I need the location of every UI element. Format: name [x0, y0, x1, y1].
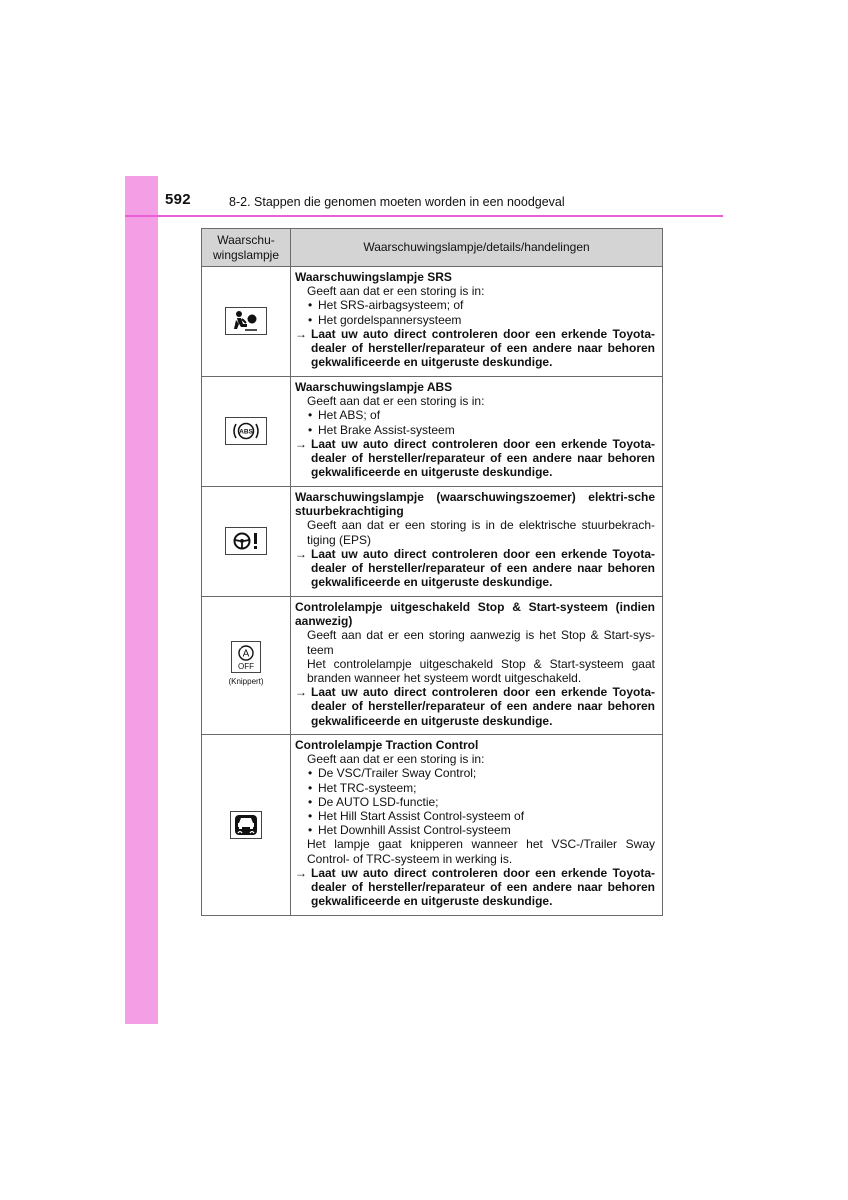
abs-warning-icon	[225, 417, 267, 445]
list-item: • Het Brake Assist-systeem	[295, 423, 655, 437]
row-action	[295, 866, 655, 909]
row-title: Controlelampje Traction Control	[295, 738, 479, 752]
arrow-icon: →	[295, 685, 307, 700]
table-row	[202, 487, 663, 597]
description-cell	[291, 267, 663, 377]
off-label: OFF	[238, 661, 254, 671]
row-intro: Geeft aan dat er een storing is in:	[307, 752, 485, 767]
airbag-warning-icon	[225, 307, 267, 335]
action-text: Laat uw auto direct controleren door een erkende Toyota-dealer of hersteller/reparateur of een andere naar behoren gekwalificeerde en uitgeruste deskundige.	[311, 865, 655, 909]
row-title: Waarschuwingslampje SRS	[295, 270, 452, 284]
list-item: • Het Downhill Assist Control-systeem	[295, 823, 655, 837]
row-action	[295, 327, 655, 370]
description-cell	[291, 487, 663, 597]
row-extra: Het lampje gaat knipperen wanneer het VSC-/Trailer Sway Control- of TRC-systeem in werking is.	[307, 837, 655, 866]
arrow-icon: →	[295, 865, 307, 880]
traction-control-icon	[230, 811, 262, 839]
svg-text:A: A	[242, 648, 250, 660]
description-cell	[291, 597, 663, 735]
row-action	[295, 437, 655, 480]
row-extra: Het controlelampje uitgeschakeld Stop & Start-systeem gaat branden wanneer het systeem wordt uitgeschakeld.	[307, 656, 655, 686]
icon-cell	[202, 377, 291, 487]
table-header-row	[202, 229, 663, 267]
table-row	[202, 735, 663, 916]
arrow-icon: →	[295, 436, 307, 451]
list-item: • Het TRC-systeem;	[295, 781, 655, 795]
arrow-icon: →	[295, 546, 307, 561]
description-cell	[291, 377, 663, 487]
action-text: Laat uw auto direct controleren door een erkende Toyota-dealer of hersteller/reparateur of een andere naar behoren gekwalificeerde en uitgeruste deskundige.	[311, 685, 655, 728]
table-row	[202, 377, 663, 487]
row-intro: Geeft aan dat er een storing is in de elektrische stuurbekrach-tiging (EPS)	[307, 518, 655, 547]
row-title: Controlelampje uitgeschakeld Stop & Start-systeem (indien aanwezig)	[295, 600, 655, 629]
row-action	[295, 547, 655, 590]
table-row	[202, 597, 663, 735]
row-action	[295, 685, 655, 728]
list-item: • Het Hill Start Assist Control-systeem of	[295, 809, 655, 823]
arrow-icon: →	[295, 326, 307, 341]
blink-note: (Knippert)	[228, 677, 264, 687]
abs-icon-text: ABS	[239, 428, 253, 436]
table-row	[202, 267, 663, 377]
action-text: Laat uw auto direct controleren door een erkende Toyota-dealer of hersteller/reparateur of een andere naar behoren gekwalificeerde en uitgeruste deskundige.	[311, 546, 655, 590]
icon-cell	[202, 487, 291, 597]
header-rule	[125, 215, 723, 217]
list-item: • Het gordelspannersysteem	[295, 313, 655, 327]
side-tab-bar	[125, 176, 158, 1024]
icon-cell	[202, 597, 291, 735]
row-intro: Geeft aan dat er een storing is in:	[307, 394, 485, 409]
description-cell	[291, 735, 663, 916]
stop-start-off-icon	[231, 641, 261, 673]
column-header-details: Waarschuwingslampje/details/handelingen	[291, 229, 663, 267]
action-text: Laat uw auto direct controleren door een erkende Toyota-dealer of hersteller/reparateur of een andere naar behoren gekwalificeerde en uitgeruste deskundige.	[311, 326, 655, 370]
steering-warning-icon	[225, 527, 267, 555]
row-title: Waarschuwingslampje ABS	[295, 380, 453, 394]
icon-cell	[202, 735, 291, 916]
list-item: • Het SRS-airbagsysteem; of	[295, 298, 655, 312]
column-header-light: Waarschu-wingslampje	[202, 229, 291, 267]
warning-lights-table	[201, 228, 663, 916]
list-item: • De AUTO LSD-functie;	[295, 795, 655, 809]
row-intro: Geeft aan dat er een storing aanwezig is het Stop & Start-sys-teem	[307, 628, 655, 657]
row-intro: Geeft aan dat er een storing is in:	[307, 284, 485, 299]
list-item: • Het ABS; of	[295, 408, 655, 422]
action-text: Laat uw auto direct controleren door een erkende Toyota-dealer of hersteller/reparateur of een andere naar behoren gekwalificeerde en uitgeruste deskundige.	[311, 436, 655, 480]
row-title: Waarschuwingslampje (waarschuwingszoemer) elektri-sche stuurbekrachtiging	[295, 490, 655, 519]
icon-cell	[202, 267, 291, 377]
section-title: 8-2. Stappen die genomen moeten worden in een noodgeval	[229, 195, 565, 209]
list-item: • De VSC/Trailer Sway Control;	[295, 766, 655, 780]
page-number: 592	[165, 191, 191, 208]
